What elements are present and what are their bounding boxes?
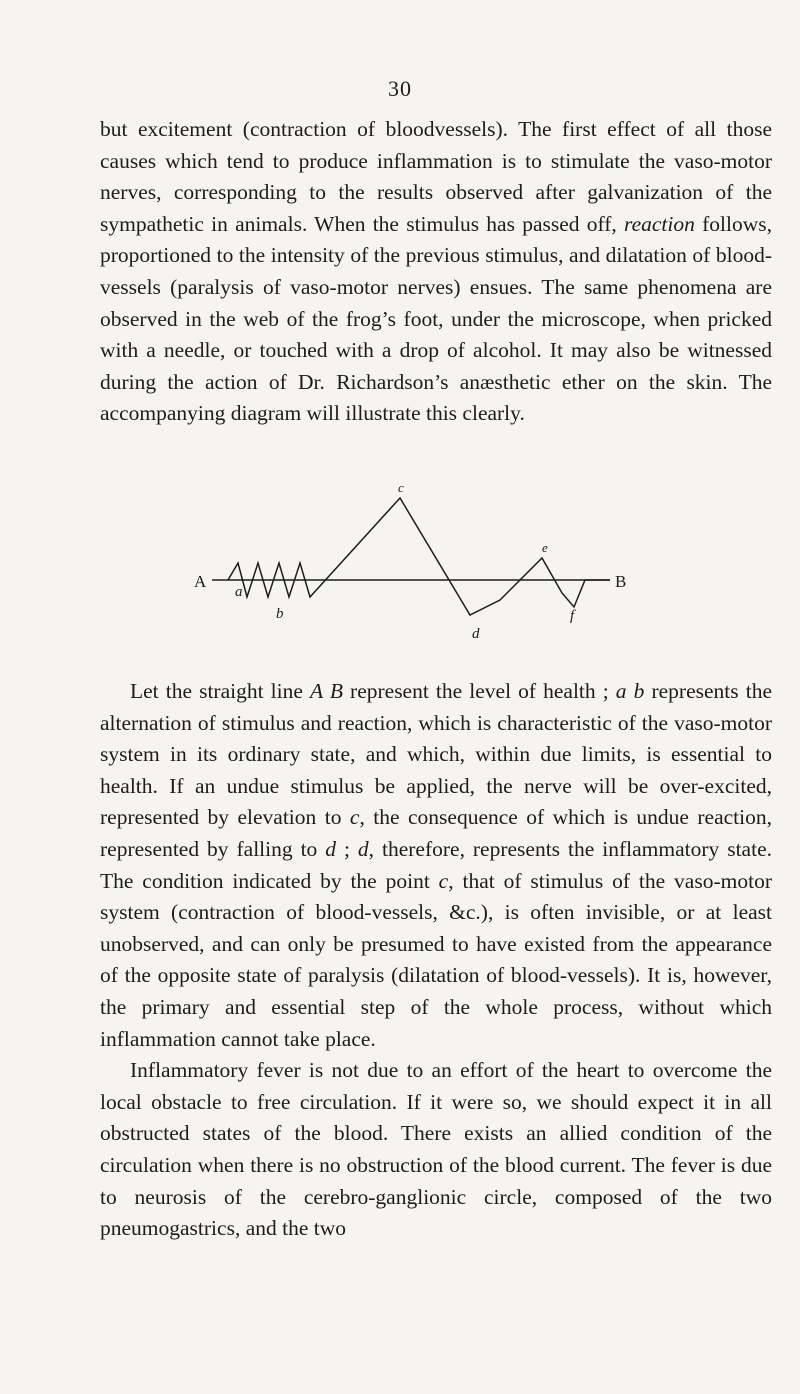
label-b: b (276, 606, 284, 622)
paragraph-inflammatory-fever: Inflammatory fever is not due to an effort of the heart to overcome the local obstacle to free circulation. If it were so, we should expect it in all obstructed states of the blood. There exists an allied condition of the circulation when there is no obstruction of the blood current. The fever is due to neurosis of the cerebro-ganglionic circle, composed of the two pneumogastrics, and the two (100, 1058, 772, 1241)
label-a: a (235, 584, 243, 600)
paragraph-intro: but excitement (contraction of bloodvessels). The first effect of all those causes which tend to produce inflammation is to stimulate the vaso-motor nerves, corresponding to the results observed after galvanization of the sympathetic in animals. When the stimulus has passed off, reaction follows, proportioned to the intensity of the previous stimulus, and dilatation of blood-vessels (paralysis of vaso-motor nerves) ensues. The same phenomena are observed in the web of the frog’s foot, under the microscope, when pricked with a needle, or touched with a drop of alcohol. It may also be witnessed during the action of Dr. Richardson’s anæsthetic ether on the skin. The accompanying diagram will illustrate this clearly. (100, 117, 772, 426)
label-f: f (570, 608, 575, 624)
label-e: e (542, 540, 548, 555)
label-d: d (472, 626, 480, 642)
health-level-diagram (190, 480, 630, 670)
label-B: B (615, 572, 627, 591)
page-number: 30 (388, 76, 412, 101)
label-c: c (398, 480, 404, 495)
vaso-motor-wave (228, 498, 610, 615)
emphasis-reaction: reaction (624, 211, 695, 236)
label-A: A (194, 572, 207, 591)
paragraph-diagram-explanation: Let the straight line A B represent the level of health ; a b represents the alternation of stimulus and reaction, which is characteristic of the vaso-motor system in its ordinary state, and which, within due limits, is essential to health. If an undue stimulus be applied, the nerve will be over-excited, represented by elevation to c, the consequence of which is undue reaction, represented by falling to d ; d, therefore, represents the inflammatory state. The condition indicated by the point c, that of stimulus of the vaso-motor system (contraction of blood-vessels, &c.), is often invisible, or at least unobserved, and can only be presumed to have existed from the appearance of the opposite state of paralysis (dilatation of blood-vessels). It is, however, the primary and essential step of the whole process, without which inflammation cannot take place. Inflammatory fever is not due to an effort of the heart to overcome the local obstacle to free circulation. If it were so, we should expect it in all obstructed states of the blood. There exists an allied condition of the circulation when there is no obstruction of the blood current. The fever is due to neurosis of the cerebro-ganglionic circle, composed of the two pneumogastrics, and the two (100, 676, 772, 1245)
